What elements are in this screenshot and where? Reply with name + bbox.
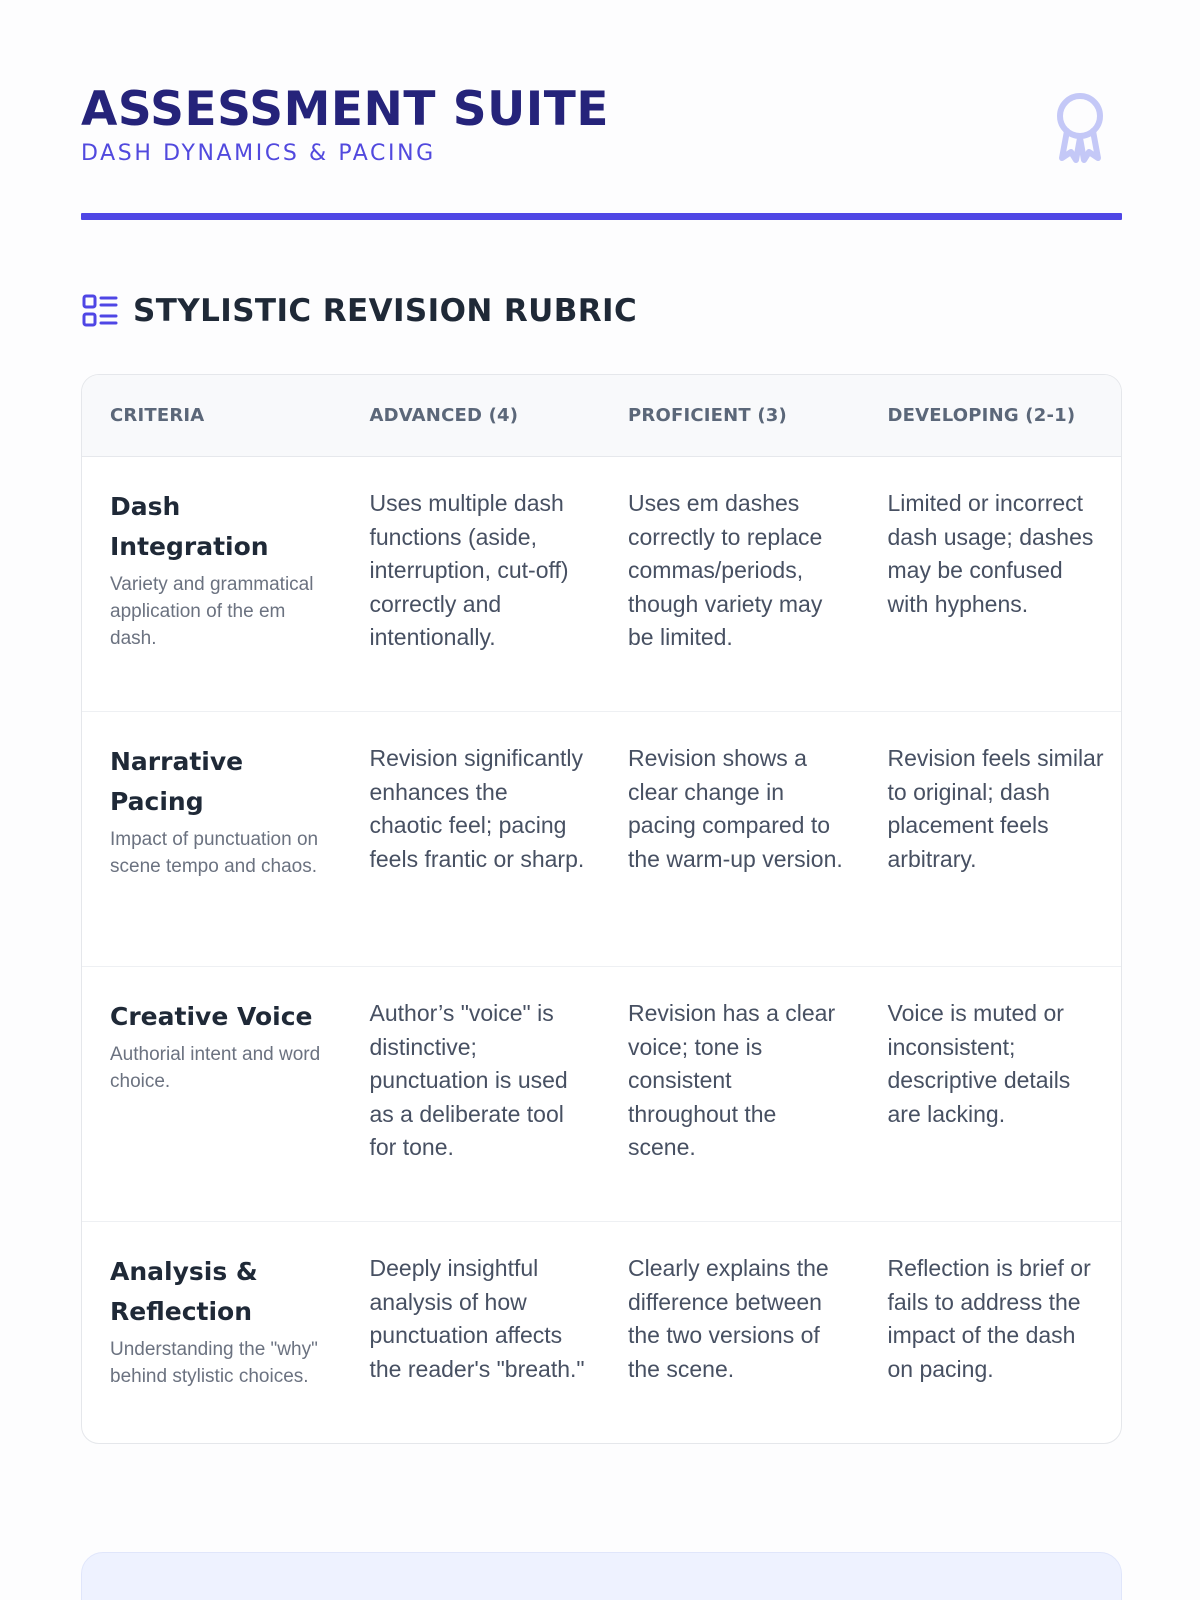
proficient-cell: Uses em dashes correctly to replace commas/periods, though variety may be limited.: [628, 490, 823, 650]
next-section-card: [81, 1552, 1122, 1600]
award-ribbon-icon: [1054, 90, 1106, 166]
criteria-description: Understanding the "why" behind stylistic choices.: [110, 1339, 318, 1387]
page-subtitle: DASH DYNAMICS & PACING: [81, 141, 436, 166]
rubric-table: [81, 374, 1122, 1444]
table-row: [82, 712, 1121, 967]
column-header-proficient: PROFICIENT (3): [628, 405, 787, 426]
table-row: [82, 967, 1121, 1222]
page-header: [81, 82, 1122, 222]
criteria-description: Impact of punctuation on scene tempo and chaos.: [110, 829, 319, 877]
criteria-cell: [82, 1222, 342, 1443]
developing-cell: Limited or incorrect dash usage; dashes may be confused with hyphens.: [887, 490, 1094, 617]
criteria-description: Authorial intent and word choice.: [110, 1044, 321, 1092]
criteria-cell: [82, 457, 342, 711]
proficient-cell: Clearly explains the difference between the two versions of the scene.: [628, 1255, 829, 1382]
list-checklist-icon: [81, 292, 119, 330]
column-header-developing: DEVELOPING (2-1): [887, 405, 1076, 426]
advanced-cell: Uses multiple dash functions (aside, interruption, cut-off) correctly and intentionally.: [369, 490, 569, 650]
table-row: [82, 457, 1121, 712]
advanced-cell: Author’s "voice" is distinctive; punctuation is used as a deliberate tool for tone.: [369, 1000, 568, 1160]
criteria-cell: [82, 967, 342, 1221]
advanced-cell: Deeply insightful analysis of how punctuation affects the reader's "breath.": [369, 1255, 585, 1382]
section-header: [81, 290, 637, 332]
page-title: ASSESSMENT SUITE: [81, 82, 609, 137]
developing-cell: Voice is muted or inconsistent; descriptive details are lacking.: [887, 1000, 1071, 1127]
proficient-cell: Revision has a clear voice; tone is consistent throughout the scene.: [628, 1000, 836, 1160]
criteria-name: Creative Voice: [110, 1002, 313, 1031]
header-divider: [81, 213, 1122, 220]
criteria-name: Analysis & Reflection: [110, 1257, 258, 1326]
developing-cell: Revision feels similar to original; dash placement feels arbitrary.: [887, 745, 1104, 872]
criteria-name: Dash Integration: [110, 492, 269, 561]
criteria-description: Variety and grammatical application of the em dash.: [110, 574, 314, 649]
column-header-criteria: CRITERIA: [110, 405, 205, 426]
table-row: [82, 1222, 1121, 1443]
column-header-advanced: ADVANCED (4): [369, 405, 519, 426]
table-header: [82, 375, 1121, 457]
criteria-cell: [82, 712, 342, 966]
section-title: STYLISTIC REVISION RUBRIC: [133, 293, 638, 329]
advanced-cell: Revision significantly enhances the chaotic feel; pacing feels frantic or sharp.: [369, 745, 585, 872]
criteria-name: Narrative Pacing: [110, 747, 244, 816]
proficient-cell: Revision shows a clear change in pacing compared to the warm-up version.: [628, 745, 843, 872]
developing-cell: Reflection is brief or fails to address the impact of the dash on pacing.: [887, 1255, 1091, 1382]
